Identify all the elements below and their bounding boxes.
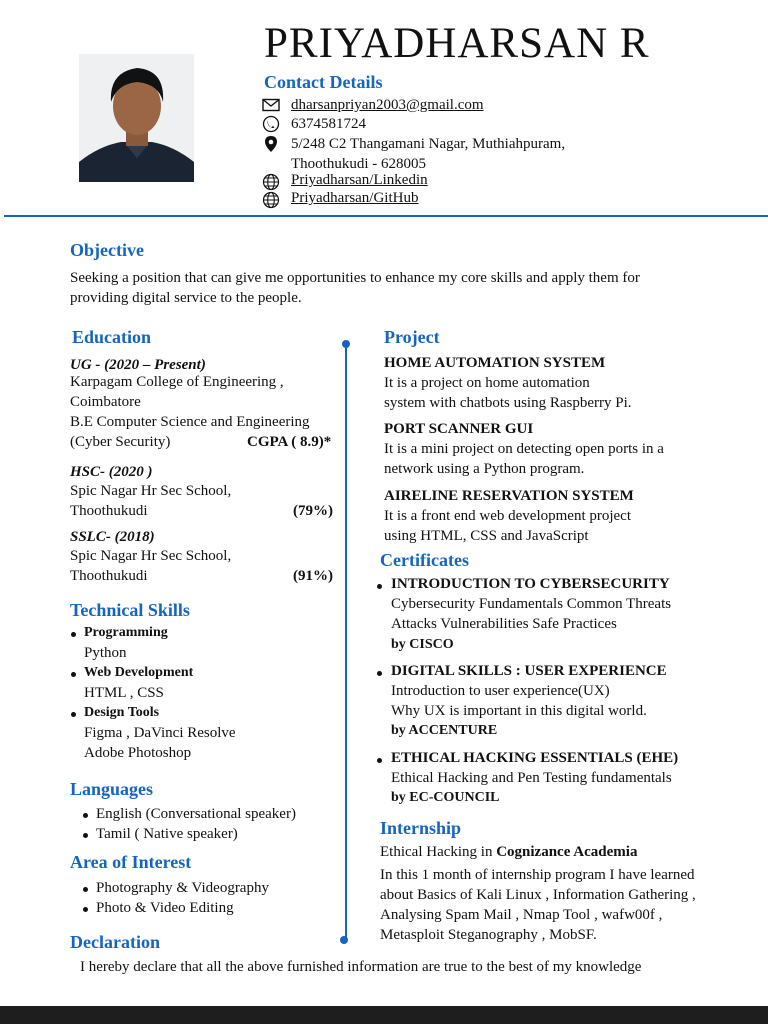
cert-2-desc-1: Introduction to user experience(UX) bbox=[391, 683, 610, 699]
project-heading: Project bbox=[384, 327, 440, 347]
hsc-percentage: (79%) bbox=[293, 503, 333, 519]
cert-1-title: INTRODUCTION TO CYBERSECURITY bbox=[391, 576, 670, 592]
bullet bbox=[377, 584, 382, 589]
certificates-heading: Certificates bbox=[380, 550, 469, 570]
technical-skills-heading: Technical Skills bbox=[70, 600, 190, 620]
globe-icon bbox=[262, 191, 280, 209]
skill-web-value: HTML , CSS bbox=[84, 685, 164, 701]
project-3-desc-2: using HTML, CSS and JavaScript bbox=[384, 528, 589, 544]
skill-web-label: Web Development bbox=[84, 665, 194, 680]
mail-icon bbox=[262, 96, 280, 114]
ug-degree: B.E Computer Science and Engineering bbox=[70, 414, 310, 430]
bullet bbox=[83, 887, 88, 892]
language-item-1: English (Conversational speaker) bbox=[96, 806, 296, 822]
cert-3-issuer: by EC-COUNCIL bbox=[391, 790, 500, 805]
ug-cgpa: CGPA ( 8.9)* bbox=[247, 434, 332, 450]
hsc-city: Thoothukudi bbox=[70, 503, 148, 519]
objective-line-2: providing digital service to the people. bbox=[70, 290, 302, 306]
sslc-label: SSLC- (2018) bbox=[70, 529, 155, 545]
location-pin-icon bbox=[262, 135, 280, 153]
contact-linkedin[interactable] bbox=[262, 170, 562, 190]
skill-programming-value: Python bbox=[84, 645, 127, 661]
internship-desc-3: Analysing Spam Mail , Nmap Tool , wafw00f , bbox=[380, 907, 663, 923]
declaration-text: I hereby declare that all the above furnished information are true to the best of my knowledge bbox=[80, 959, 642, 975]
sslc-city: Thoothukudi bbox=[70, 568, 148, 584]
resume-name: PRIYADHARSAN R bbox=[264, 20, 650, 67]
github-link[interactable]: Priyadharsan/GitHub bbox=[291, 190, 419, 206]
language-item-2: Tamil ( Native speaker) bbox=[96, 826, 238, 842]
address-line-1: 5/248 C2 Thangamani Nagar, Muthiahpuram, bbox=[291, 136, 566, 152]
bullet bbox=[83, 813, 88, 818]
ug-label: UG - (2020 – Present) bbox=[70, 357, 206, 373]
internship-role bbox=[380, 842, 637, 862]
linkedin-link[interactable]: Priyadharsan/Linkedin bbox=[291, 172, 428, 188]
project-1-desc-1: It is a project on home automation bbox=[384, 375, 590, 391]
ug-city: Coimbatore bbox=[70, 394, 141, 410]
project-2-title: PORT SCANNER GUI bbox=[384, 421, 534, 437]
column-divider bbox=[345, 344, 347, 940]
project-2-desc-1: It is a mini project on detecting open ports in a bbox=[384, 441, 664, 457]
cert-3-desc-1: Ethical Hacking and Pen Testing fundamentals bbox=[391, 770, 672, 786]
ug-specialization: (Cyber Security) bbox=[70, 434, 171, 450]
hsc-label: HSC- (2020 ) bbox=[70, 464, 153, 480]
contact-email[interactable] bbox=[262, 95, 562, 115]
address-line-2: Thoothukudi - 628005 bbox=[291, 156, 426, 172]
objective-heading: Objective bbox=[70, 240, 144, 260]
cert-2-title: DIGITAL SKILLS : USER EXPERIENCE bbox=[391, 663, 667, 679]
objective-line-1: Seeking a position that can give me opportunities to enhance my core skills and apply them for bbox=[70, 270, 640, 286]
divider-dot-top bbox=[342, 340, 350, 348]
interest-item-2: Photo & Video Editing bbox=[96, 900, 234, 916]
skill-design-label: Design Tools bbox=[84, 705, 160, 720]
project-3-title: AIRELINE RESERVATION SYSTEM bbox=[384, 488, 634, 504]
languages-heading: Languages bbox=[70, 779, 154, 799]
skill-design-value-2: Adobe Photoshop bbox=[84, 745, 192, 761]
interest-item-1: Photography & Videography bbox=[96, 880, 269, 896]
internship-desc-4: Metasploit Steganography , MobSF. bbox=[380, 927, 597, 943]
project-1-title: HOME AUTOMATION SYSTEM bbox=[384, 355, 606, 371]
project-2-desc-2: network using a Python program. bbox=[384, 461, 585, 477]
cert-1-desc-2: Attacks Vulnerabilities Safe Practices bbox=[391, 616, 617, 632]
phone-icon bbox=[262, 115, 280, 133]
contact-phone bbox=[262, 114, 562, 134]
internship-desc-2: about Basics of Kali Linux , Information Gathering , bbox=[380, 887, 696, 903]
divider-dot-bottom bbox=[340, 936, 348, 944]
interest-heading: Area of Interest bbox=[70, 852, 192, 872]
skill-programming-label: Programming bbox=[84, 625, 168, 640]
bullet bbox=[83, 833, 88, 838]
header-divider bbox=[4, 215, 768, 217]
bullet bbox=[83, 907, 88, 912]
bullet bbox=[377, 671, 382, 676]
email-link[interactable]: dharsanpriyan2003@gmail.com bbox=[291, 97, 484, 113]
project-3-desc-1: It is a front end web development project bbox=[384, 508, 632, 524]
bullet bbox=[71, 632, 76, 637]
phone-number: 6374581724 bbox=[291, 116, 366, 132]
declaration-heading: Declaration bbox=[70, 932, 160, 952]
hsc-school: Spic Nagar Hr Sec School, bbox=[70, 483, 232, 499]
project-1-desc-2: system with chatbots using Raspberry Pi. bbox=[384, 395, 632, 411]
bullet bbox=[71, 712, 76, 717]
contact-github[interactable] bbox=[262, 188, 562, 208]
internship-company: Cognizance Academia bbox=[496, 844, 638, 860]
skill-design-value-1: Figma , DaVinci Resolve bbox=[84, 725, 236, 741]
bullet bbox=[377, 758, 382, 763]
education-heading: Education bbox=[72, 327, 152, 347]
cert-2-desc-2: Why UX is important in this digital world. bbox=[391, 703, 647, 719]
bullet bbox=[71, 672, 76, 677]
contact-address bbox=[262, 134, 622, 174]
cert-2-issuer: by ACCENTURE bbox=[391, 723, 498, 738]
cert-1-issuer: by CISCO bbox=[391, 637, 454, 652]
viewer-bottom-bar bbox=[0, 1006, 768, 1024]
cert-1-desc-1: Cybersecurity Fundamentals Common Threats bbox=[391, 596, 672, 612]
internship-role-prefix: Ethical Hacking in bbox=[380, 844, 497, 860]
cert-3-title: ETHICAL HACKING ESSENTIALS (EHE) bbox=[391, 750, 679, 766]
internship-desc-1: In this 1 month of internship program I have learned bbox=[380, 867, 695, 883]
ug-college: Karpagam College of Engineering , bbox=[70, 374, 284, 390]
internship-heading: Internship bbox=[380, 818, 462, 838]
profile-photo bbox=[79, 54, 194, 182]
sslc-percentage: (91%) bbox=[293, 568, 333, 584]
sslc-school: Spic Nagar Hr Sec School, bbox=[70, 548, 232, 564]
contact-details-heading: Contact Details bbox=[264, 72, 383, 92]
